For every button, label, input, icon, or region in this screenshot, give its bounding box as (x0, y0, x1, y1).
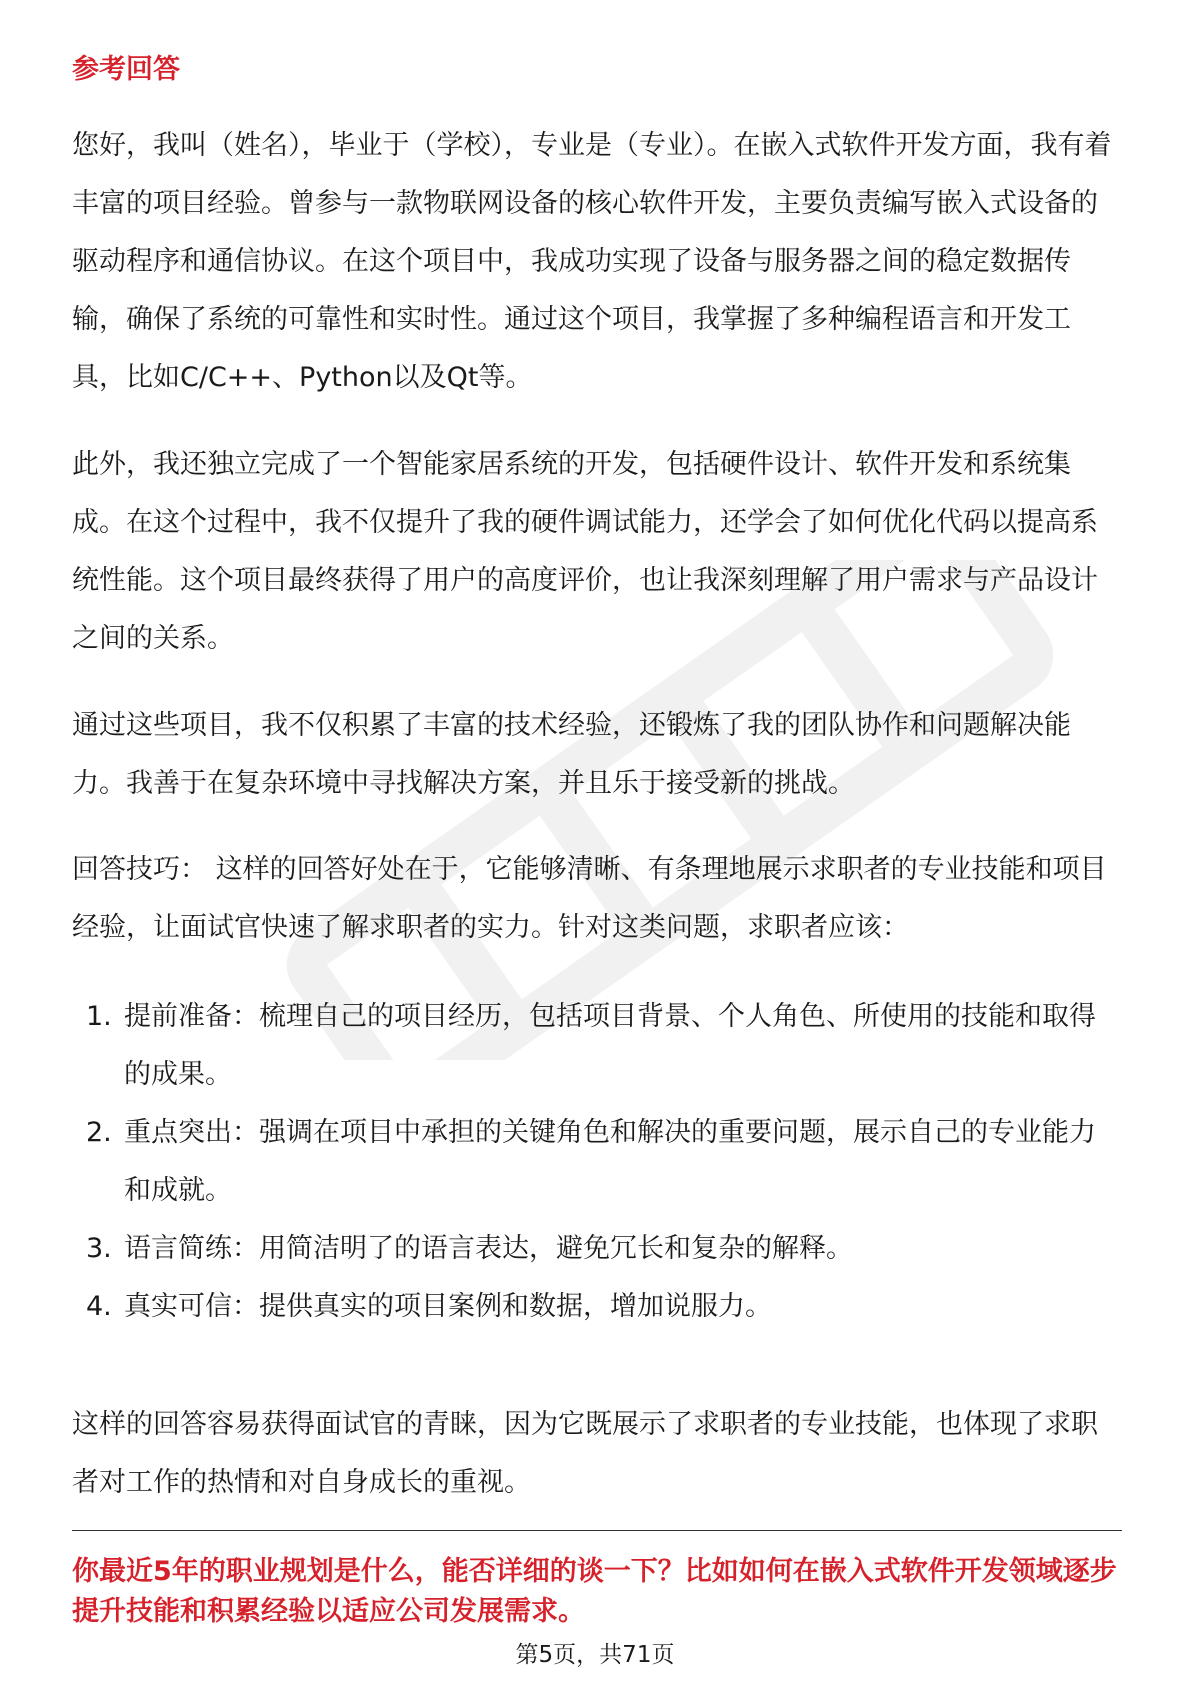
answer-paragraph-1: 您好，我叫（姓名），毕业于（学校），专业是（专业）。在嵌入式软件开发方面，我有着丰富的项目经验。曾参与一款物联网设备的核心软件开发，主要负责编写嵌入式设备的驱动程序和通信协议。在这个项目中，我成功实现了设备与服务器之间的稳定数据传输，确保了系统的可靠性和实时性。通过这个项目，我掌握了多种编程语言和开发工具，比如C/C++、Python以及Qt等。 (72, 130, 1112, 393)
tip-number: 1. (86, 1001, 112, 1032)
tip-text: 重点突出：强调在项目中承担的关键角色和解决的重要问题，展示自己的专业能力和成就。 (124, 1117, 1096, 1206)
answer-conclusion: 这样的回答容易获得面试官的青睐，因为它既展示了求职者的专业技能，也体现了求职者对工作的热情和对自身成长的重视。 (72, 1409, 1098, 1498)
tip-item (72, 988, 1122, 1104)
tip-text: 语言简练：用简洁明了的语言表达，避免冗长和复杂的解释。 (124, 1233, 853, 1264)
tip-text: 真实可信：提供真实的项目案例和数据，增加说服力。 (124, 1291, 772, 1322)
section-heading: 参考回答 (72, 54, 180, 85)
tip-number: 4. (86, 1291, 112, 1322)
next-question: 你最近5年的职业规划是什么，能否详细的谈一下？比如如何在嵌入式软件开发领域逐步提升技能和积累经验以适应公司发展需求。 (72, 1556, 1117, 1627)
page-number: 第5页，共71页 (515, 1642, 675, 1668)
tip-text: 提前准备：梳理自己的项目经历，包括项目背景、个人角色、所使用的技能和取得的成果。 (124, 1001, 1096, 1090)
answer-paragraph-2: 此外，我还独立完成了一个智能家居系统的开发，包括硬件设计、软件开发和系统集成。在这个过程中，我不仅提升了我的硬件调试能力，还学会了如何优化代码以提高系统性能。这个项目最终获得了用户的高度评价，也让我深刻理解了用户需求与产品设计之间的关系。 (72, 449, 1098, 654)
tip-item (72, 1220, 1122, 1278)
answer-tips-intro: 回答技巧： 这样的回答好处在于，它能够清晰、有条理地展示求职者的专业技能和项目经验，让面试官快速了解求职者的实力。针对这类问题，求职者应该： (72, 854, 1107, 943)
tip-item (72, 1104, 1122, 1220)
tip-number: 2. (86, 1117, 112, 1148)
tips-list (72, 988, 1122, 1336)
tip-item (72, 1278, 1122, 1336)
section-divider (72, 1530, 1122, 1531)
tip-number: 3. (86, 1233, 112, 1264)
answer-paragraph-3: 通过这些项目，我不仅积累了丰富的技术经验，还锻炼了我的团队协作和问题解决能力。我善于在复杂环境中寻找解决方案，并且乐于接受新的挑战。 (72, 710, 1071, 799)
